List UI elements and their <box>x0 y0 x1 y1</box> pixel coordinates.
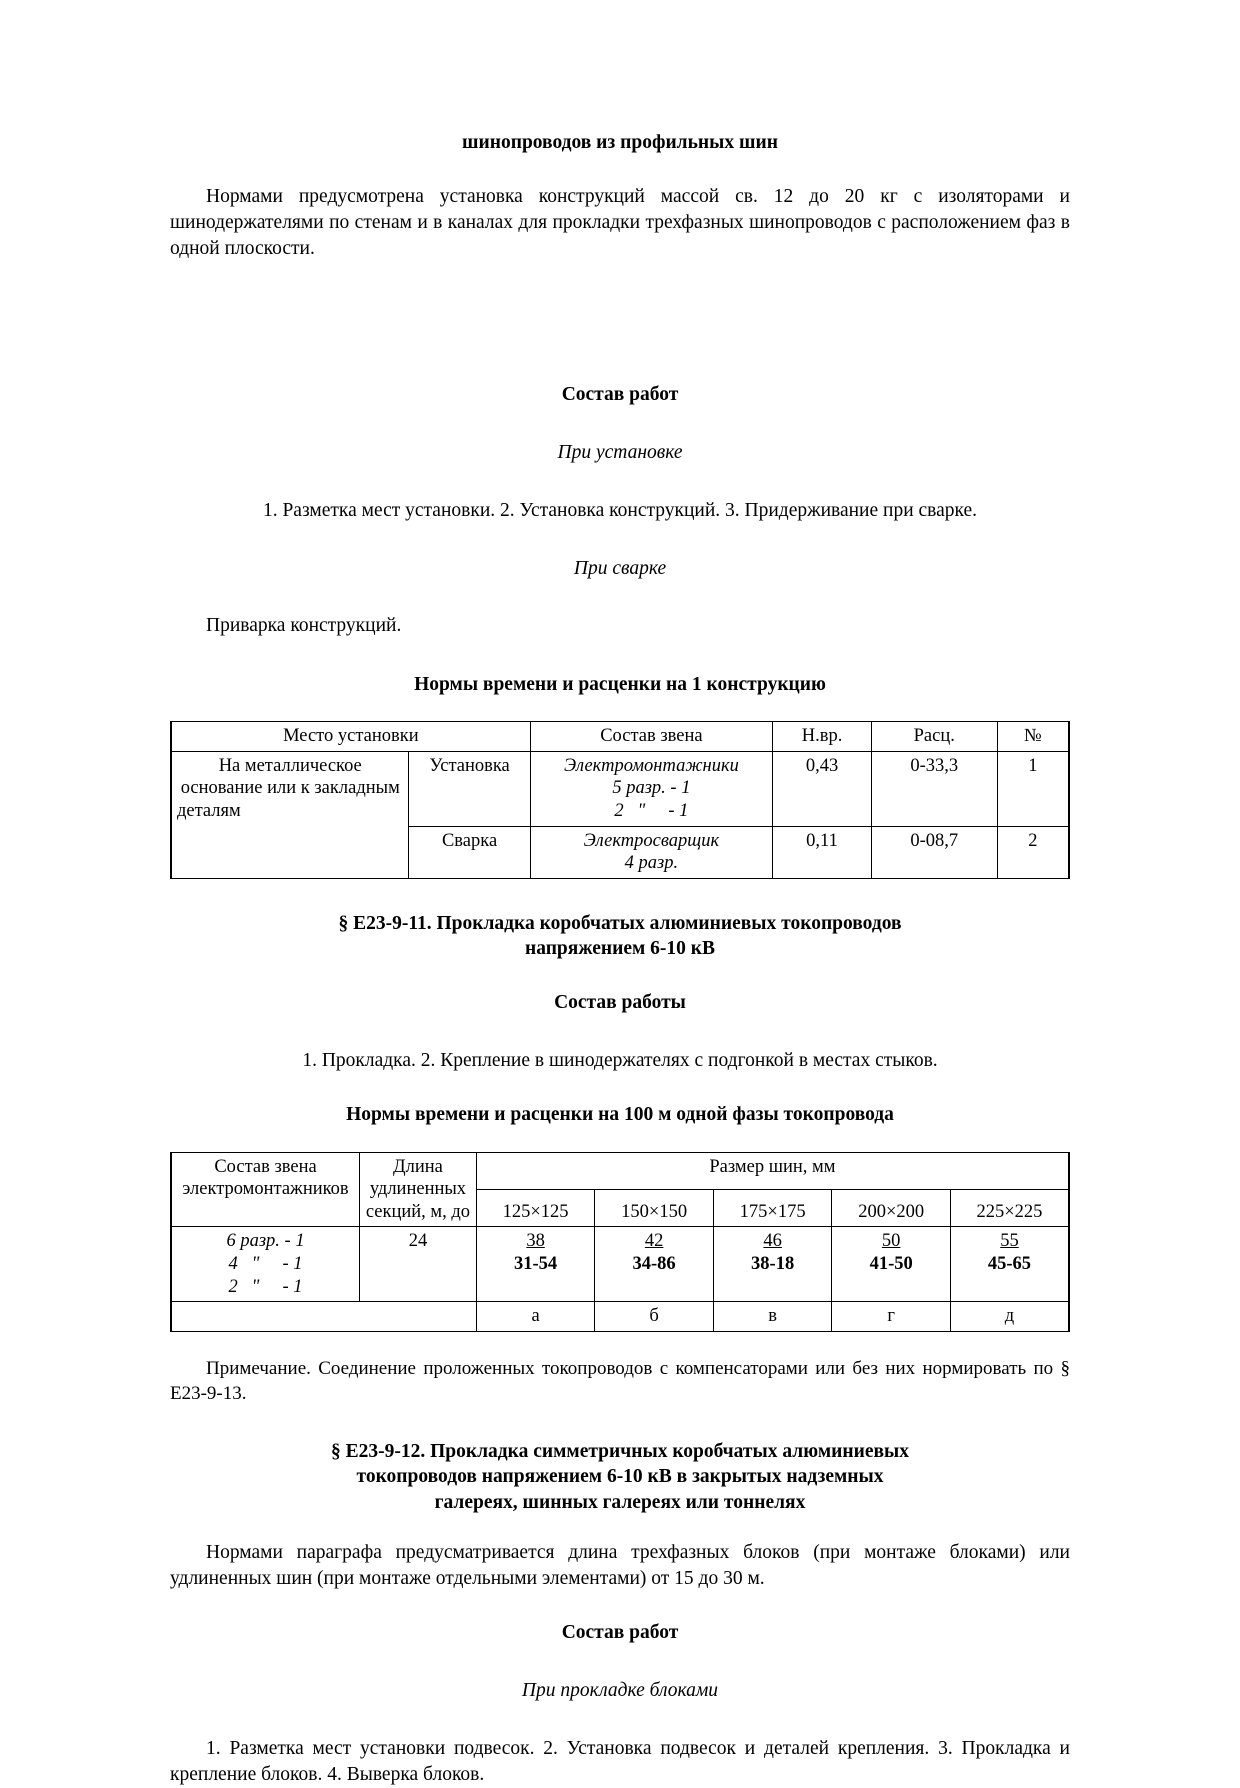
crew-line: Электромонтажники <box>563 755 739 776</box>
table1-num-welding: 2 <box>997 826 1069 878</box>
hvr-value: 42 <box>644 1231 664 1252</box>
table2-header-length-line2: удлиненных <box>369 1179 467 1200</box>
work-steps-11: 1. Прокладка. 2. Крепление в шинодержателях с подгонкой в местах стыков. <box>302 1049 938 1071</box>
crew-line: 2 " - 1 <box>228 1276 303 1297</box>
section-heading-e23-9-12: § Е23-9-12. Прокладка симметричных коробчатых алюминиевых <box>331 1440 909 1462</box>
subheading-block-laying: При прокладке блоками <box>521 1679 719 1701</box>
table2-letter-2: б <box>595 1302 714 1332</box>
table1-operation-install: Установка <box>409 751 530 826</box>
table2-header-length <box>360 1152 477 1227</box>
table2-letter-4: г <box>832 1302 951 1332</box>
table2-size-col-2: 150×150 <box>595 1190 714 1227</box>
subheading-during-installation: При установке <box>557 441 683 463</box>
crew-line: 2 " - 1 <box>614 800 689 821</box>
hvr-value: 38 <box>526 1231 545 1252</box>
crew-line: Электросварщик <box>583 830 720 851</box>
rate-value: 38-18 <box>751 1253 795 1274</box>
intro-paragraph: Нормами предусмотрена установка конструкций массой св. 12 до 20 кг с изоляторами и шинодержателями по стенам и в каналах для прокладки трехфазных шинопроводов с расположением фаз в одной плоскости. <box>170 185 1070 259</box>
section-heading-e23-9-11-line2: напряжением 6-10 кВ <box>524 938 716 960</box>
table2-crew-cell <box>171 1227 360 1302</box>
crew-line: 4 " - 1 <box>228 1253 303 1274</box>
norms-table-1 <box>170 721 1070 878</box>
table2-letter-row <box>171 1302 1069 1332</box>
hvr-value: 46 <box>763 1231 782 1252</box>
table2-header-crew-line2: электромонтажников <box>182 1179 349 1200</box>
rate-value: 45-65 <box>987 1253 1032 1274</box>
crew-line: 6 разр. - 1 <box>226 1231 305 1252</box>
work-composition-title-11: Состав работы <box>554 992 686 1014</box>
table2-value-cell-4 <box>832 1227 951 1302</box>
table1-operation-welding: Сварка <box>409 826 530 878</box>
table-row <box>171 751 1069 826</box>
section-heading-e23-9-12-line2: токопроводов напряжением 6-10 кВ в закрытых надземных <box>356 1466 884 1488</box>
table1-crew-install <box>530 751 772 826</box>
table2-note: Примечание. Соединение проложенных токопроводов с компенсаторами или без них нормировать по § Е23-9-13. <box>170 1357 1070 1405</box>
table2-caption: Нормы времени и расценки на 100 м одной фазы токопровода <box>346 1104 894 1125</box>
table1-place-cell: На металлическое основание или к закладным деталям <box>171 751 409 878</box>
page-content <box>170 130 1070 1788</box>
table1-crew-welding <box>530 826 772 878</box>
norms-table-2 <box>170 1152 1070 1332</box>
table1-hvr-install: 0,43 <box>773 751 872 826</box>
table2-value-cell-2 <box>595 1227 714 1302</box>
section-12-paragraph: Нормами параграфа предусматривается длина трехфазных блоков (при монтаже блоками) или удлиненных шин (при монтаже отдельными элементами) от 15 до 30 м. <box>170 1541 1070 1589</box>
table2-value-cell-3 <box>713 1227 832 1302</box>
table2-letter-3: в <box>713 1302 832 1332</box>
table1-caption: Нормы времени и расценки на 1 конструкцию <box>414 673 826 695</box>
work-composition-title-12: Состав работ <box>561 1622 679 1644</box>
table2-header-crew-line1: Состав звена <box>214 1156 317 1177</box>
table2-value-cell-5 <box>950 1227 1069 1302</box>
rate-value: 31-54 <box>513 1253 558 1274</box>
table2-letter-5: д <box>950 1302 1069 1332</box>
table1-header-crew: Состав звена <box>530 722 772 752</box>
table1-rate-welding: 0-08,7 <box>871 826 997 878</box>
table2-value-cell-1 <box>476 1227 595 1302</box>
page-title: шинопроводов из профильных шин <box>462 132 778 153</box>
table2-size-col-3: 175×175 <box>713 1190 832 1227</box>
crew-line: 5 разр. - 1 <box>612 778 691 799</box>
table1-hvr-welding: 0,11 <box>773 826 872 878</box>
table1-num-install: 1 <box>997 751 1069 826</box>
installation-steps: 1. Разметка мест установки. 2. Установка конструкций. 3. Придерживание при сварке. <box>262 499 978 521</box>
section-heading-e23-9-12-line3: галереях, шинных галереях или тоннелях <box>434 1492 806 1514</box>
table1-header-row <box>171 722 1069 752</box>
table2-length-cell: 24 <box>360 1227 477 1302</box>
table2-size-col-4: 200×200 <box>832 1190 951 1227</box>
table1-header-hvr: Н.вр. <box>773 722 872 752</box>
hvr-value: 55 <box>1000 1231 1019 1252</box>
hvr-value: 50 <box>881 1231 901 1252</box>
rate-value: 34-86 <box>632 1253 676 1274</box>
table2-letter-spacer <box>171 1302 476 1332</box>
table2-header-crew <box>171 1152 360 1227</box>
welding-steps: Приварка конструкций. <box>206 615 402 637</box>
rate-value: 41-50 <box>869 1253 913 1274</box>
table1-header-place: Место установки <box>171 722 530 752</box>
table1-rate-install: 0-33,3 <box>871 751 997 826</box>
table2-size-col-5: 225×225 <box>950 1190 1069 1227</box>
table-row <box>171 1227 1069 1302</box>
table2-size-col-1: 125×125 <box>476 1190 595 1227</box>
table2-header-bus-size-group: Размер шин, мм <box>476 1152 1069 1189</box>
table2-header-row-1 <box>171 1152 1069 1189</box>
crew-line: 4 разр. <box>624 853 679 874</box>
table2-letter-1: а <box>476 1302 595 1332</box>
work-composition-title: Состав работ <box>561 384 679 406</box>
table2-header-length-line3: секций, м, до <box>365 1201 471 1222</box>
block-laying-steps: 1. Разметка мест установки подвесок. 2. Установка подвесок и деталей крепления. 3. Прокладка и крепление блоков. 4. Выверка блоков. <box>170 1737 1070 1785</box>
table1-header-num: № <box>997 722 1069 752</box>
table2-header-length-line1: Длина <box>393 1156 443 1177</box>
section-heading-e23-9-11: § Е23-9-11. Прокладка коробчатых алюминиевых токопроводов <box>338 912 902 934</box>
table1-header-rate: Расц. <box>871 722 997 752</box>
subheading-during-welding: При сварке <box>573 557 667 579</box>
